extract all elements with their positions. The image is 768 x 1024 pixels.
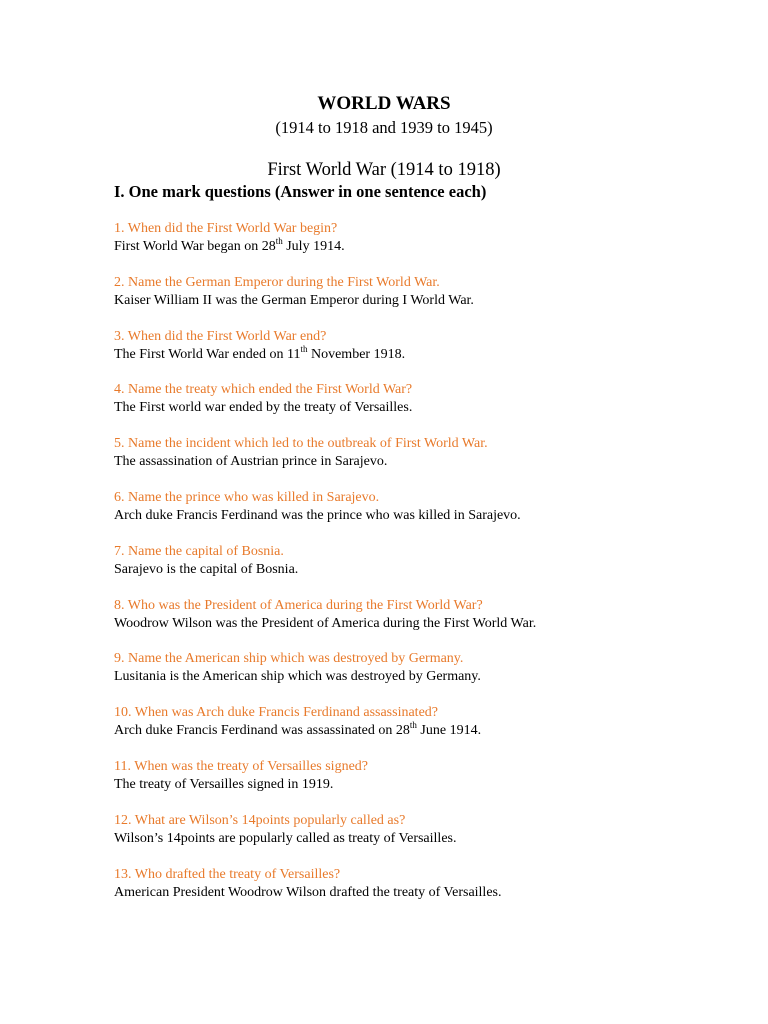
qa-item [114,220,754,274]
answer-text: Woodrow Wilson was the President of America during the First World War. [114,615,537,631]
qa-item [114,381,754,435]
answer-text: Kaiser William II was the German Emperor during I World War. [114,292,474,308]
document-subtitle: (1914 to 1918 and 1939 to 1945) [275,118,493,137]
answer [114,776,754,794]
answer-superscript: th [300,343,308,354]
answer-text-end: June 1914. [416,723,482,739]
qa-list [114,220,754,919]
qa-item [114,489,754,543]
question: 9. Name the American ship which was destroyed by Germany. [114,651,464,667]
answer-text: American President Woodrow Wilson drafted the treaty of Versailles. [114,884,502,900]
question: 2. Name the German Emperor during the First World War. [114,274,440,290]
question: 13. Who drafted the treaty of Versailles? [114,866,341,882]
question: 12. What are Wilson’s 14points popularly called as? [114,812,406,828]
answer-text: The First world war ended by the treaty of Versailles. [114,400,413,416]
question: 11. When was the treaty of Versailles signed? [114,758,369,774]
answer [114,292,754,310]
qa-item [114,274,754,328]
questions-subheading: I. One mark questions (Answer in one sentence each) [114,182,487,201]
answer-text: The treaty of Versailles signed in 1919. [114,776,334,792]
question: 3. When did the First World War end? [114,328,327,344]
qa-item [114,812,754,866]
qa-item [114,597,754,651]
answer [114,507,754,525]
answer-text-end: July 1914. [282,239,345,254]
answer [114,615,754,633]
question: 1. When did the First World War begin? [114,221,338,236]
answer-text: Wilson’s 14points are popularly called as treaty of Versailles. [114,830,457,846]
answer-superscript: th [409,720,417,731]
question: 5. Name the incident which led to the outbreak of First World War. [114,436,488,452]
section-title: First World War (1914 to 1918) [267,160,501,180]
qa-item [114,328,754,382]
answer [114,884,754,902]
answer-text: Arch duke Francis Ferdinand was the prince who was killed in Sarajevo. [114,507,521,523]
answer [114,343,754,364]
document-title: WORLD WARS [317,93,451,114]
answer [114,238,754,256]
answer [114,722,754,740]
answer [114,453,754,471]
qa-item [114,435,754,489]
qa-item [114,866,754,920]
question: 6. Name the prince who was killed in Sarajevo. [114,489,380,505]
answer-text: Sarajevo is the capital of Bosnia. [114,561,299,577]
question: 7. Name the capital of Bosnia. [114,543,284,559]
answer-text-end: November 1918. [307,346,406,362]
answer-text: The First World War ended on 11 [114,346,301,362]
answer [114,830,754,848]
answer-text: The assassination of Austrian prince in Sarajevo. [114,454,388,470]
question: 10. When was Arch duke Francis Ferdinand assassinated? [114,705,438,721]
answer-text: Lusitania is the American ship which was destroyed by Germany. [114,669,481,685]
answer [114,561,754,579]
answer [114,399,754,417]
qa-item [114,758,754,812]
question: 4. Name the treaty which ended the First World War? [114,382,413,398]
qa-item [114,650,754,704]
answer-text: Arch duke Francis Ferdinand was assassinated on 28 [114,723,410,739]
question: 8. Who was the President of America during the First World War? [114,597,483,613]
answer-text: First World War began on 28 [114,239,276,254]
qa-item [114,704,754,758]
answer-superscript: th [275,236,283,246]
answer [114,668,754,686]
qa-item [114,543,754,597]
